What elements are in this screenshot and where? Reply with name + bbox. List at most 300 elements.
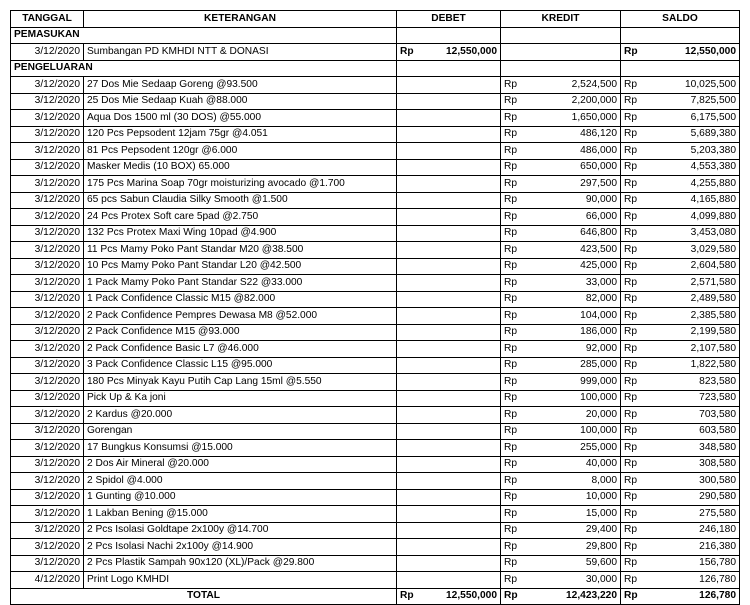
expense-saldo-cell xyxy=(621,506,740,523)
empty-cell xyxy=(397,291,501,308)
expense-saldo-cell xyxy=(621,456,740,473)
expense-kredit-cell xyxy=(501,555,621,572)
empty-cell xyxy=(397,341,501,358)
expense-saldo: 2,571,580 xyxy=(690,276,736,288)
expense-saldo: 6,175,500 xyxy=(690,111,736,123)
expense-kredit: 29,400 xyxy=(585,524,617,536)
expense-saldo-cell xyxy=(621,242,740,259)
currency-label: Rp xyxy=(624,161,638,173)
expense-saldo: 3,453,080 xyxy=(690,227,736,239)
expense-kredit: 104,000 xyxy=(580,309,617,321)
currency-label: Rp xyxy=(504,243,518,255)
expense-kredit-cell xyxy=(501,143,621,160)
currency-label: Rp xyxy=(504,557,518,569)
empty-cell xyxy=(397,390,501,407)
expense-desc: 3 Pack Confidence Classic L15 @95.000 xyxy=(84,357,397,374)
expense-row xyxy=(11,522,740,539)
expense-kredit: 297,500 xyxy=(580,177,617,189)
currency-label: Rp xyxy=(504,293,518,305)
currency-label: Rp xyxy=(624,359,638,371)
currency-label: Rp xyxy=(504,326,518,338)
expense-desc: 2 Pcs Plastik Sampah 90x120 (XL)/Pack @29.800 xyxy=(84,555,397,572)
expense-kredit: 29,800 xyxy=(585,540,617,552)
empty-cell xyxy=(397,489,501,506)
expense-date: 4/12/2020 xyxy=(11,572,84,589)
expense-kredit: 8,000 xyxy=(591,474,617,486)
expense-kredit: 33,000 xyxy=(585,276,617,288)
expense-kredit-cell xyxy=(501,390,621,407)
currency-label: Rp xyxy=(504,309,518,321)
expense-saldo-cell xyxy=(621,159,740,176)
expense-row xyxy=(11,555,740,572)
expense-date: 3/12/2020 xyxy=(11,126,84,143)
expense-row xyxy=(11,440,740,457)
expense-row xyxy=(11,407,740,424)
expense-saldo-cell xyxy=(621,209,740,226)
expense-saldo-cell xyxy=(621,275,740,292)
expense-date: 3/12/2020 xyxy=(11,456,84,473)
empty-cell xyxy=(397,357,501,374)
total-kredit-cell xyxy=(501,588,621,605)
expense-row xyxy=(11,539,740,556)
expense-kredit: 82,000 xyxy=(585,293,617,305)
income-row xyxy=(11,44,740,61)
currency-label: Rp xyxy=(624,491,638,503)
ledger-table xyxy=(10,10,740,605)
currency-label: Rp xyxy=(624,557,638,569)
expense-kredit-cell xyxy=(501,225,621,242)
expense-kredit: 92,000 xyxy=(585,342,617,354)
currency-label: Rp xyxy=(504,590,518,602)
currency-label: Rp xyxy=(624,540,638,552)
expense-kredit-cell xyxy=(501,407,621,424)
expense-kredit: 15,000 xyxy=(585,507,617,519)
empty-cell xyxy=(397,258,501,275)
expense-desc: 2 Spidol @4.000 xyxy=(84,473,397,490)
expense-saldo-cell xyxy=(621,555,740,572)
expense-kredit-cell xyxy=(501,291,621,308)
expense-desc: Aqua Dos 1500 ml (30 DOS) @55.000 xyxy=(84,110,397,127)
expense-row xyxy=(11,423,740,440)
expense-date: 3/12/2020 xyxy=(11,555,84,572)
income-date: 3/12/2020 xyxy=(11,44,84,61)
header-saldo: SALDO xyxy=(621,11,740,28)
expense-saldo: 5,689,380 xyxy=(690,128,736,140)
expense-desc: 120 Pcs Pepsodent 12jam 75gr @4.051 xyxy=(84,126,397,143)
expense-row xyxy=(11,258,740,275)
expense-date: 3/12/2020 xyxy=(11,143,84,160)
expense-desc: 81 Pcs Pepsodent 120gr @6.000 xyxy=(84,143,397,160)
empty-cell xyxy=(397,275,501,292)
expense-kredit-cell xyxy=(501,473,621,490)
expense-saldo: 2,199,580 xyxy=(690,326,736,338)
expense-row xyxy=(11,506,740,523)
expense-saldo: 2,489,580 xyxy=(690,293,736,305)
currency-label: Rp xyxy=(624,194,638,206)
currency-label: Rp xyxy=(624,227,638,239)
expense-desc: 2 Kardus @20.000 xyxy=(84,407,397,424)
expense-date: 3/12/2020 xyxy=(11,159,84,176)
expense-date: 3/12/2020 xyxy=(11,324,84,341)
empty-cell xyxy=(397,440,501,457)
expense-saldo-cell xyxy=(621,423,740,440)
expense-desc: 27 Dos Mie Sedaap Goreng @93.500 xyxy=(84,77,397,94)
expense-saldo-cell xyxy=(621,176,740,193)
expense-row xyxy=(11,209,740,226)
expense-date: 3/12/2020 xyxy=(11,242,84,259)
empty-cell xyxy=(397,126,501,143)
expense-date: 3/12/2020 xyxy=(11,93,84,110)
expense-date: 3/12/2020 xyxy=(11,209,84,226)
expense-date: 3/12/2020 xyxy=(11,390,84,407)
income-saldo: 12,550,000 xyxy=(685,45,736,57)
expense-date: 3/12/2020 xyxy=(11,423,84,440)
income-desc: Sumbangan PD KMHDI NTT & DONASI xyxy=(84,44,397,61)
expense-kredit: 1,650,000 xyxy=(571,111,617,123)
expense-date: 3/12/2020 xyxy=(11,407,84,424)
expense-saldo: 2,385,580 xyxy=(690,309,736,321)
empty-cell xyxy=(397,423,501,440)
expense-row xyxy=(11,456,740,473)
currency-label: Rp xyxy=(624,45,638,57)
expense-desc: Print Logo KMHDI xyxy=(84,572,397,589)
empty-cell xyxy=(397,555,501,572)
expense-kredit: 255,000 xyxy=(580,441,617,453)
expense-desc: 1 Pack Mamy Poko Pant Standar S22 @33.000 xyxy=(84,275,397,292)
expense-desc: 175 Pcs Marina Soap 70gr moisturizing avocado @1.700 xyxy=(84,176,397,193)
expense-saldo: 4,165,880 xyxy=(690,194,736,206)
empty-cell xyxy=(397,209,501,226)
currency-label: Rp xyxy=(504,95,518,107)
currency-label: Rp xyxy=(504,177,518,189)
expense-kredit: 100,000 xyxy=(580,392,617,404)
expense-row xyxy=(11,324,740,341)
expense-kredit: 486,120 xyxy=(580,128,617,140)
empty-cell xyxy=(397,242,501,259)
expense-kredit-cell xyxy=(501,341,621,358)
expense-saldo-cell xyxy=(621,110,740,127)
currency-label: Rp xyxy=(624,474,638,486)
total-kredit: 12,423,220 xyxy=(566,590,617,602)
expense-row xyxy=(11,374,740,391)
expense-row xyxy=(11,242,740,259)
currency-label: Rp xyxy=(624,342,638,354)
currency-label: Rp xyxy=(504,507,518,519)
expense-saldo-cell xyxy=(621,258,740,275)
expense-kredit-cell xyxy=(501,506,621,523)
expense-date: 3/12/2020 xyxy=(11,374,84,391)
expense-saldo-cell xyxy=(621,522,740,539)
expense-saldo: 7,825,500 xyxy=(690,95,736,107)
total-row xyxy=(11,588,740,605)
expense-kredit-cell xyxy=(501,192,621,209)
currency-label: Rp xyxy=(504,458,518,470)
expense-row xyxy=(11,473,740,490)
currency-label: Rp xyxy=(624,425,638,437)
expense-saldo: 290,580 xyxy=(699,491,736,503)
expense-desc: 25 Dos Mie Sedaap Kuah @88.000 xyxy=(84,93,397,110)
expense-kredit-cell xyxy=(501,456,621,473)
expense-date: 3/12/2020 xyxy=(11,341,84,358)
expense-saldo-cell xyxy=(621,93,740,110)
section-pengeluaran-label: PENGELUARAN xyxy=(11,60,397,77)
currency-label: Rp xyxy=(504,375,518,387)
currency-label: Rp xyxy=(504,425,518,437)
empty-cell xyxy=(397,374,501,391)
expense-saldo: 703,580 xyxy=(699,408,736,420)
expense-saldo: 2,604,580 xyxy=(690,260,736,272)
expense-date: 3/12/2020 xyxy=(11,291,84,308)
expense-saldo-cell xyxy=(621,192,740,209)
currency-label: Rp xyxy=(624,276,638,288)
empty-cell xyxy=(397,192,501,209)
expense-date: 3/12/2020 xyxy=(11,275,84,292)
expense-saldo: 4,099,880 xyxy=(690,210,736,222)
expense-kredit-cell xyxy=(501,489,621,506)
expense-saldo: 156,780 xyxy=(699,557,736,569)
expense-saldo-cell xyxy=(621,77,740,94)
currency-label: Rp xyxy=(504,573,518,585)
currency-label: Rp xyxy=(504,260,518,272)
expense-kredit-cell xyxy=(501,308,621,325)
currency-label: Rp xyxy=(504,441,518,453)
expense-kredit: 423,500 xyxy=(580,243,617,255)
expense-desc: 2 Dos Air Mineral @20.000 xyxy=(84,456,397,473)
expense-kredit-cell xyxy=(501,77,621,94)
empty-cell xyxy=(397,27,501,44)
expense-saldo: 275,580 xyxy=(699,507,736,519)
expense-row xyxy=(11,572,740,589)
currency-label: Rp xyxy=(624,408,638,420)
expense-saldo-cell xyxy=(621,440,740,457)
expense-desc: 2 Pack Confidence Pempres Dewasa M8 @52.000 xyxy=(84,308,397,325)
expense-date: 3/12/2020 xyxy=(11,357,84,374)
expense-saldo-cell xyxy=(621,390,740,407)
expense-row xyxy=(11,291,740,308)
currency-label: Rp xyxy=(624,210,638,222)
currency-label: Rp xyxy=(624,573,638,585)
empty-cell xyxy=(397,473,501,490)
section-pemasukan-label: PEMASUKAN xyxy=(11,27,397,44)
currency-label: Rp xyxy=(624,392,638,404)
expense-date: 3/12/2020 xyxy=(11,440,84,457)
empty-cell xyxy=(397,539,501,556)
currency-label: Rp xyxy=(504,194,518,206)
expense-kredit-cell xyxy=(501,440,621,457)
expense-desc: 132 Pcs Protex Maxi Wing 10pad @4.900 xyxy=(84,225,397,242)
expense-date: 3/12/2020 xyxy=(11,473,84,490)
empty-cell xyxy=(397,77,501,94)
expense-desc: 180 Pcs Minyak Kayu Putih Cap Lang 15ml @5.550 xyxy=(84,374,397,391)
empty-cell xyxy=(397,159,501,176)
expense-desc: 1 Lakban Bening @15.000 xyxy=(84,506,397,523)
total-debet-cell xyxy=(397,588,501,605)
expense-saldo: 1,822,580 xyxy=(690,359,736,371)
expense-date: 3/12/2020 xyxy=(11,225,84,242)
currency-label: Rp xyxy=(624,590,638,602)
empty-cell xyxy=(397,60,501,77)
income-debet: 12,550,000 xyxy=(446,45,497,57)
expense-date: 3/12/2020 xyxy=(11,539,84,556)
expense-kredit: 20,000 xyxy=(585,408,617,420)
expense-kredit-cell xyxy=(501,357,621,374)
empty-cell xyxy=(501,44,621,61)
expense-row xyxy=(11,126,740,143)
expense-kredit-cell xyxy=(501,126,621,143)
expense-kredit: 90,000 xyxy=(585,194,617,206)
expense-desc: Masker Medis (10 BOX) 65.000 xyxy=(84,159,397,176)
currency-label: Rp xyxy=(624,507,638,519)
expense-saldo-cell xyxy=(621,143,740,160)
expense-saldo: 4,553,380 xyxy=(690,161,736,173)
expense-kredit: 10,000 xyxy=(585,491,617,503)
empty-cell xyxy=(397,143,501,160)
header-kredit: KREDIT xyxy=(501,11,621,28)
expense-saldo-cell xyxy=(621,539,740,556)
expense-desc: Pick Up & Ka joni xyxy=(84,390,397,407)
empty-cell xyxy=(397,324,501,341)
expense-row xyxy=(11,341,740,358)
expense-desc: 1 Gunting @10.000 xyxy=(84,489,397,506)
empty-cell xyxy=(397,407,501,424)
expense-saldo-cell xyxy=(621,572,740,589)
expense-desc: 2 Pcs Isolasi Nachi 2x100y @14.900 xyxy=(84,539,397,556)
currency-label: Rp xyxy=(624,243,638,255)
total-saldo-cell xyxy=(621,588,740,605)
expense-kredit-cell xyxy=(501,572,621,589)
income-saldo-cell xyxy=(621,44,740,61)
expense-kredit: 30,000 xyxy=(585,573,617,585)
currency-label: Rp xyxy=(624,177,638,189)
expense-saldo: 5,203,380 xyxy=(690,144,736,156)
expense-kredit: 100,000 xyxy=(580,425,617,437)
expense-kredit-cell xyxy=(501,159,621,176)
total-label: TOTAL xyxy=(11,588,397,605)
empty-cell xyxy=(397,176,501,193)
expense-saldo: 348,580 xyxy=(699,441,736,453)
expense-kredit: 285,000 xyxy=(580,359,617,371)
expense-kredit: 2,200,000 xyxy=(571,95,617,107)
expense-saldo: 126,780 xyxy=(699,573,736,585)
expense-saldo: 2,107,580 xyxy=(690,342,736,354)
expense-kredit-cell xyxy=(501,258,621,275)
section-pengeluaran-row xyxy=(11,60,740,77)
currency-label: Rp xyxy=(624,458,638,470)
expense-kredit: 59,600 xyxy=(585,557,617,569)
currency-label: Rp xyxy=(624,144,638,156)
header-debet: DEBET xyxy=(397,11,501,28)
expense-row xyxy=(11,143,740,160)
expense-date: 3/12/2020 xyxy=(11,110,84,127)
currency-label: Rp xyxy=(504,474,518,486)
expense-date: 3/12/2020 xyxy=(11,192,84,209)
income-debet-cell xyxy=(397,44,501,61)
expense-kredit-cell xyxy=(501,423,621,440)
empty-cell xyxy=(621,27,740,44)
expense-row xyxy=(11,192,740,209)
expense-date: 3/12/2020 xyxy=(11,489,84,506)
expense-date: 3/12/2020 xyxy=(11,77,84,94)
expense-desc: 65 pcs Sabun Claudia Silky Smooth @1.500 xyxy=(84,192,397,209)
currency-label: Rp xyxy=(624,309,638,321)
currency-label: Rp xyxy=(504,227,518,239)
empty-cell xyxy=(621,60,740,77)
expense-desc: 2 Pcs Isolasi Goldtape 2x100y @14.700 xyxy=(84,522,397,539)
expense-saldo: 603,580 xyxy=(699,425,736,437)
expense-row xyxy=(11,93,740,110)
expense-kredit: 999,000 xyxy=(580,375,617,387)
expense-saldo-cell xyxy=(621,126,740,143)
expense-saldo: 10,025,500 xyxy=(685,78,736,90)
expense-saldo: 216,380 xyxy=(699,540,736,552)
expense-kredit-cell xyxy=(501,539,621,556)
currency-label: Rp xyxy=(504,144,518,156)
currency-label: Rp xyxy=(624,95,638,107)
expense-saldo: 246,180 xyxy=(699,524,736,536)
expense-saldo: 723,580 xyxy=(699,392,736,404)
expense-desc: 10 Pcs Mamy Poko Pant Standar L20 @42.500 xyxy=(84,258,397,275)
expense-kredit: 486,000 xyxy=(580,144,617,156)
currency-label: Rp xyxy=(624,293,638,305)
currency-label: Rp xyxy=(504,524,518,536)
total-debet: 12,550,000 xyxy=(446,590,497,602)
expense-kredit: 66,000 xyxy=(585,210,617,222)
currency-label: Rp xyxy=(624,260,638,272)
currency-label: Rp xyxy=(624,326,638,338)
expense-date: 3/12/2020 xyxy=(11,176,84,193)
section-pemasukan-row xyxy=(11,27,740,44)
expense-saldo-cell xyxy=(621,341,740,358)
expense-row xyxy=(11,110,740,127)
expense-kredit-cell xyxy=(501,522,621,539)
expense-saldo-cell xyxy=(621,324,740,341)
currency-label: Rp xyxy=(504,491,518,503)
empty-cell xyxy=(501,60,621,77)
empty-cell xyxy=(397,456,501,473)
expense-kredit-cell xyxy=(501,110,621,127)
expense-row xyxy=(11,225,740,242)
total-saldo: 126,780 xyxy=(699,590,736,602)
currency-label: Rp xyxy=(400,590,414,602)
expense-desc: 24 Pcs Protex Soft care 5pad @2.750 xyxy=(84,209,397,226)
currency-label: Rp xyxy=(504,111,518,123)
expense-kredit: 2,524,500 xyxy=(571,78,617,90)
expense-desc: 2 Pack Confidence Basic L7 @46.000 xyxy=(84,341,397,358)
expense-kredit-cell xyxy=(501,209,621,226)
expense-desc: 1 Pack Confidence Classic M15 @82.000 xyxy=(84,291,397,308)
expense-date: 3/12/2020 xyxy=(11,506,84,523)
expense-row xyxy=(11,489,740,506)
currency-label: Rp xyxy=(504,276,518,288)
expense-saldo-cell xyxy=(621,308,740,325)
empty-cell xyxy=(397,93,501,110)
currency-label: Rp xyxy=(504,540,518,552)
expense-saldo-cell xyxy=(621,407,740,424)
header-tanggal: TANGGAL xyxy=(11,11,84,28)
empty-cell xyxy=(397,308,501,325)
expense-row xyxy=(11,159,740,176)
expense-desc: 2 Pack Confidence M15 @93.000 xyxy=(84,324,397,341)
header-keterangan: KETERANGAN xyxy=(84,11,397,28)
empty-cell xyxy=(397,572,501,589)
expense-kredit: 40,000 xyxy=(585,458,617,470)
ledger-body xyxy=(11,11,740,605)
expense-row xyxy=(11,357,740,374)
expense-date: 3/12/2020 xyxy=(11,308,84,325)
currency-label: Rp xyxy=(504,210,518,222)
currency-label: Rp xyxy=(400,45,414,57)
empty-cell xyxy=(501,27,621,44)
